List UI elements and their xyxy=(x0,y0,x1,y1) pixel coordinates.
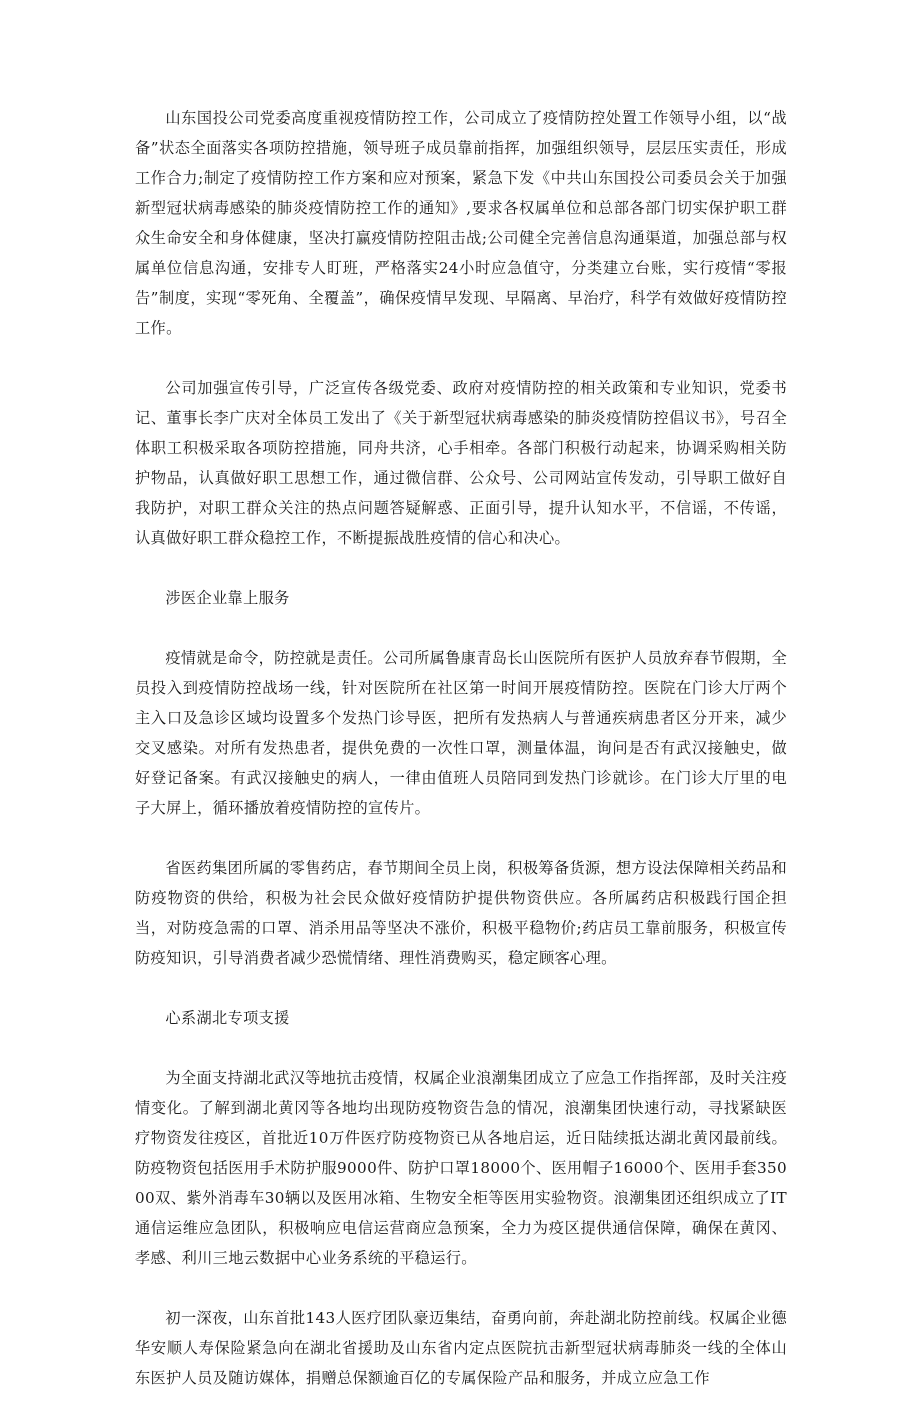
paragraph-publicity: 公司加强宣传引导，广泛宣传各级党委、政府对疫情防控的相关政策和专业知识，党委书记、董事长李广庆对全体员工发出了《关于新型冠状病毒感染的肺炎疫情防控倡议书》，号召全体职工积极采取各项防控措施，同舟共济，心手相牵。各部门积极行动起来，协调采购相关防护物品，认真做好职工思想工作，通过微信群、公众号、公司网站宣传发动，引导职工做好自我防护，对职工群众关注的热点问题答疑解惑、正面引导，提升认知水平，不信谣，不传谣，认真做好职工群众稳控工作，不断提振战胜疫情的信心和决心。 xyxy=(135,379,787,547)
paragraph-inspur: 为全面支持湖北武汉等地抗击疫情，权属企业浪潮集团成立了应急工作指挥部，及时关注疫情变化。了解到湖北黄冈等各地均出现防疫物资告急的情况，浪潮集团快速行动，寻找紧缺医疗物资发往疫区，首批近10万件医疗防疫物资已从各地启运，近日陆续抵达湖北黄冈最前线。防疫物资包括医用手术防护服9000件、防护口罩18000个、医用帽子16000个、医用手套35000双、紫外消毒车30辆以及医用冰箱、生物安全柜等医用实验物资。浪潮集团还组织成立了IT通信运维应急团队，积极响应电信运营商应急预案，全力为疫区提供通信保障，确保在黄冈、孝感、利川三地云数据中心业务系统的平稳运行。 xyxy=(135,1069,787,1267)
paragraph-pharmacy: 省医药集团所属的零售药店，春节期间全员上岗，积极筹备货源，想方设法保障相关药品和防疫物资的供给，积极为社会民众做好疫情防护提供物资供应。各所属药店积极践行国企担当，对防疫急需的口罩、消杀用品等坚决不涨价，积极平稳物价;药店员工靠前服务，积极宣传防疫知识，引导消费者减少恐慌情绪、理性消费购买，稳定顾客心理。 xyxy=(135,859,787,967)
paragraph-leadership: 山东国投公司党委高度重视疫情防控工作，公司成立了疫情防控处置工作领导小组，以“战备”状态全面落实各项防控措施，领导班子成员靠前指挥，加强组织领导，层层压实责任，形成工作合力;制定了疫情防控工作方案和应对预案，紧急下发《中共山东国投公司委员会关于加强新型冠状病毒感染的肺炎疫情防控工作的通知》,要求各权属单位和总部各部门切实保护职工群众生命安全和身体健康，坚决打赢疫情防控阻击战;公司健全完善信息沟通渠道，加强总部与权属单位信息沟通，安排专人盯班，严格落实24小时应急值守，分类建立台账，实行疫情“零报告”制度，实现“零死角、全覆盖”，确保疫情早发现、早隔离、早治疗，科学有效做好疫情防控工作。 xyxy=(135,109,787,337)
section-heading-hubei: 心系湖北专项支援 xyxy=(165,1009,290,1027)
section-heading-medical: 涉医企业靠上服务 xyxy=(165,589,290,607)
paragraph-insurance: 初一深夜，山东首批143人医疗团队豪迈集结，奋勇向前，奔赴湖北防控前线。权属企业德华安顺人寿保险紧急向在湖北省援助及山东省内定点医院抗击新型冠状病毒肺炎一线的全体山东医护人员及随访媒体，捐赠总保额逾百亿的专属保险产品和服务，并成立应急工作 xyxy=(135,1309,787,1387)
paragraph-hospital: 疫情就是命令，防控就是责任。公司所属鲁康青岛长山医院所有医护人员放弃春节假期，全员投入到疫情防控战场一线，针对医院所在社区第一时间开展疫情防控。医院在门诊大厅两个主入口及急诊区域均设置多个发热门诊导医，把所有发热病人与普通疾病患者区分开来，减少交叉感染。对所有发热患者，提供免费的一次性口罩，测量体温，询问是否有武汉接触史，做好登记备案。有武汉接触史的病人，一律由值班人员陪同到发热门诊就诊。在门诊大厅里的电子大屏上，循环播放着疫情防控的宣传片。 xyxy=(135,649,787,817)
document-body xyxy=(135,103,787,1423)
